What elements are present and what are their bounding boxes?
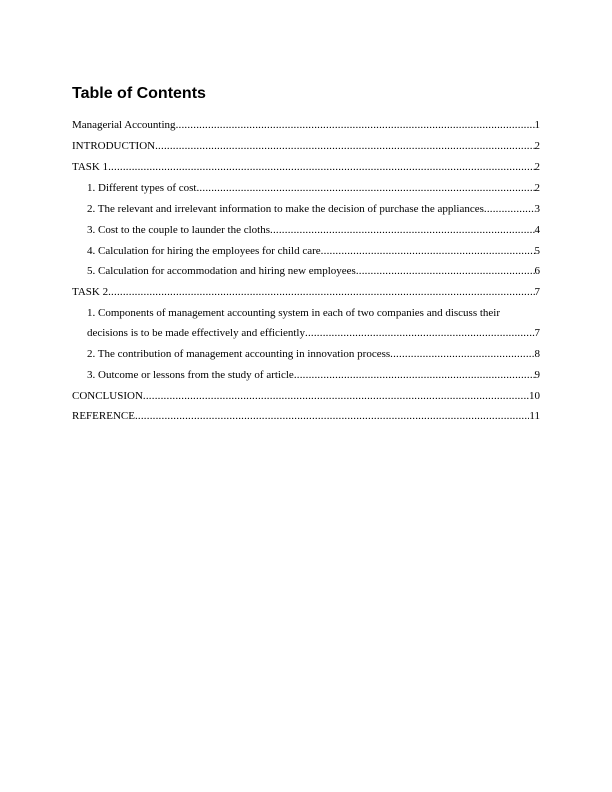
- toc-entry-text: 3. Cost to the couple to launder the cloths: [87, 224, 270, 236]
- toc-page-number: 7: [534, 327, 540, 339]
- toc-entry-text: 2. The relevant and irrelevant information to make the decision of purchase the appliances: [87, 203, 484, 215]
- toc-entry-text: TASK 1: [72, 161, 109, 173]
- toc-entry-text: decisions is to be made effectively and efficiently: [87, 327, 305, 339]
- toc-leader: [196, 181, 534, 195]
- toc-page-number: 3: [534, 203, 540, 215]
- toc-leader: [270, 223, 535, 237]
- toc-page-number: 10: [529, 390, 540, 402]
- toc-leader: [356, 264, 535, 278]
- toc-entry-text: 1. Different types of cost: [87, 182, 197, 194]
- toc-leader: [390, 347, 534, 361]
- toc-entry-task-1[interactable]: [72, 160, 540, 174]
- toc-entry-introduction[interactable]: [72, 139, 540, 153]
- toc-entry-accommodation-hiring[interactable]: [87, 264, 540, 278]
- toc-page-number: 2: [534, 140, 540, 152]
- toc-entry-text: 3. Outcome or lessons from the study of article: [87, 369, 294, 381]
- toc-leader: [135, 409, 529, 423]
- toc-page-number: 8: [534, 348, 540, 360]
- toc-entry-components-line-2[interactable]: [87, 326, 540, 340]
- toc-page-number: 5: [534, 245, 540, 257]
- toc-page-number: 1: [534, 119, 540, 131]
- toc-leader: [143, 389, 529, 403]
- toc-entry-text: 2. The contribution of management accounting in innovation process: [87, 348, 391, 360]
- toc-entry-components-line-1[interactable]: [87, 306, 540, 320]
- toc-entry-text: CONCLUSION: [72, 390, 143, 402]
- toc-entry-relevant-irrelevant-information[interactable]: [87, 202, 540, 216]
- toc-entry-outcome-lessons[interactable]: [87, 368, 540, 382]
- toc-entry-text: Managerial Accounting: [72, 119, 176, 131]
- toc-entry-managerial-accounting[interactable]: [72, 118, 540, 132]
- toc-entry-reference[interactable]: [72, 409, 540, 423]
- toc-page-number: 7: [534, 286, 540, 298]
- toc-page-number: 2: [534, 161, 540, 173]
- toc-page-number: 6: [534, 265, 540, 277]
- toc-leader: [108, 285, 534, 299]
- toc-entry-text: REFERENCE: [72, 410, 135, 422]
- toc-entry-text: TASK 2: [72, 286, 109, 298]
- toc-entry-innovation-process[interactable]: [87, 347, 540, 361]
- toc-entry-cost-to-launder[interactable]: [87, 223, 540, 237]
- toc-page-number: 11: [529, 410, 540, 422]
- toc-page-number: 4: [534, 224, 540, 236]
- toc-page-number: 2: [534, 182, 540, 194]
- toc-page-number: 9: [534, 369, 540, 381]
- toc-entry-text: 5. Calculation for accommodation and hiring new employees: [87, 265, 356, 277]
- toc-entry-conclusion[interactable]: [72, 389, 540, 403]
- toc-leader: [108, 160, 534, 174]
- toc-entry-text: INTRODUCTION: [72, 140, 156, 152]
- toc-leader: [294, 368, 535, 382]
- toc-entry-text: 4. Calculation for hiring the employees for child care: [87, 245, 321, 257]
- toc-entry-task-2[interactable]: [72, 285, 540, 299]
- toc-entry-different-types-of-cost[interactable]: [87, 181, 540, 195]
- toc-leader: [484, 202, 535, 216]
- toc-leader: [305, 326, 535, 340]
- toc-leader: [155, 139, 534, 153]
- toc-entry-text: 1. Components of management accounting system in each of two companies and discuss their: [87, 307, 501, 319]
- toc-leader: [321, 244, 535, 258]
- toc-title: Table of Contents: [72, 85, 206, 102]
- toc-entry-hiring-child-care[interactable]: [87, 244, 540, 258]
- toc-leader: [176, 118, 535, 132]
